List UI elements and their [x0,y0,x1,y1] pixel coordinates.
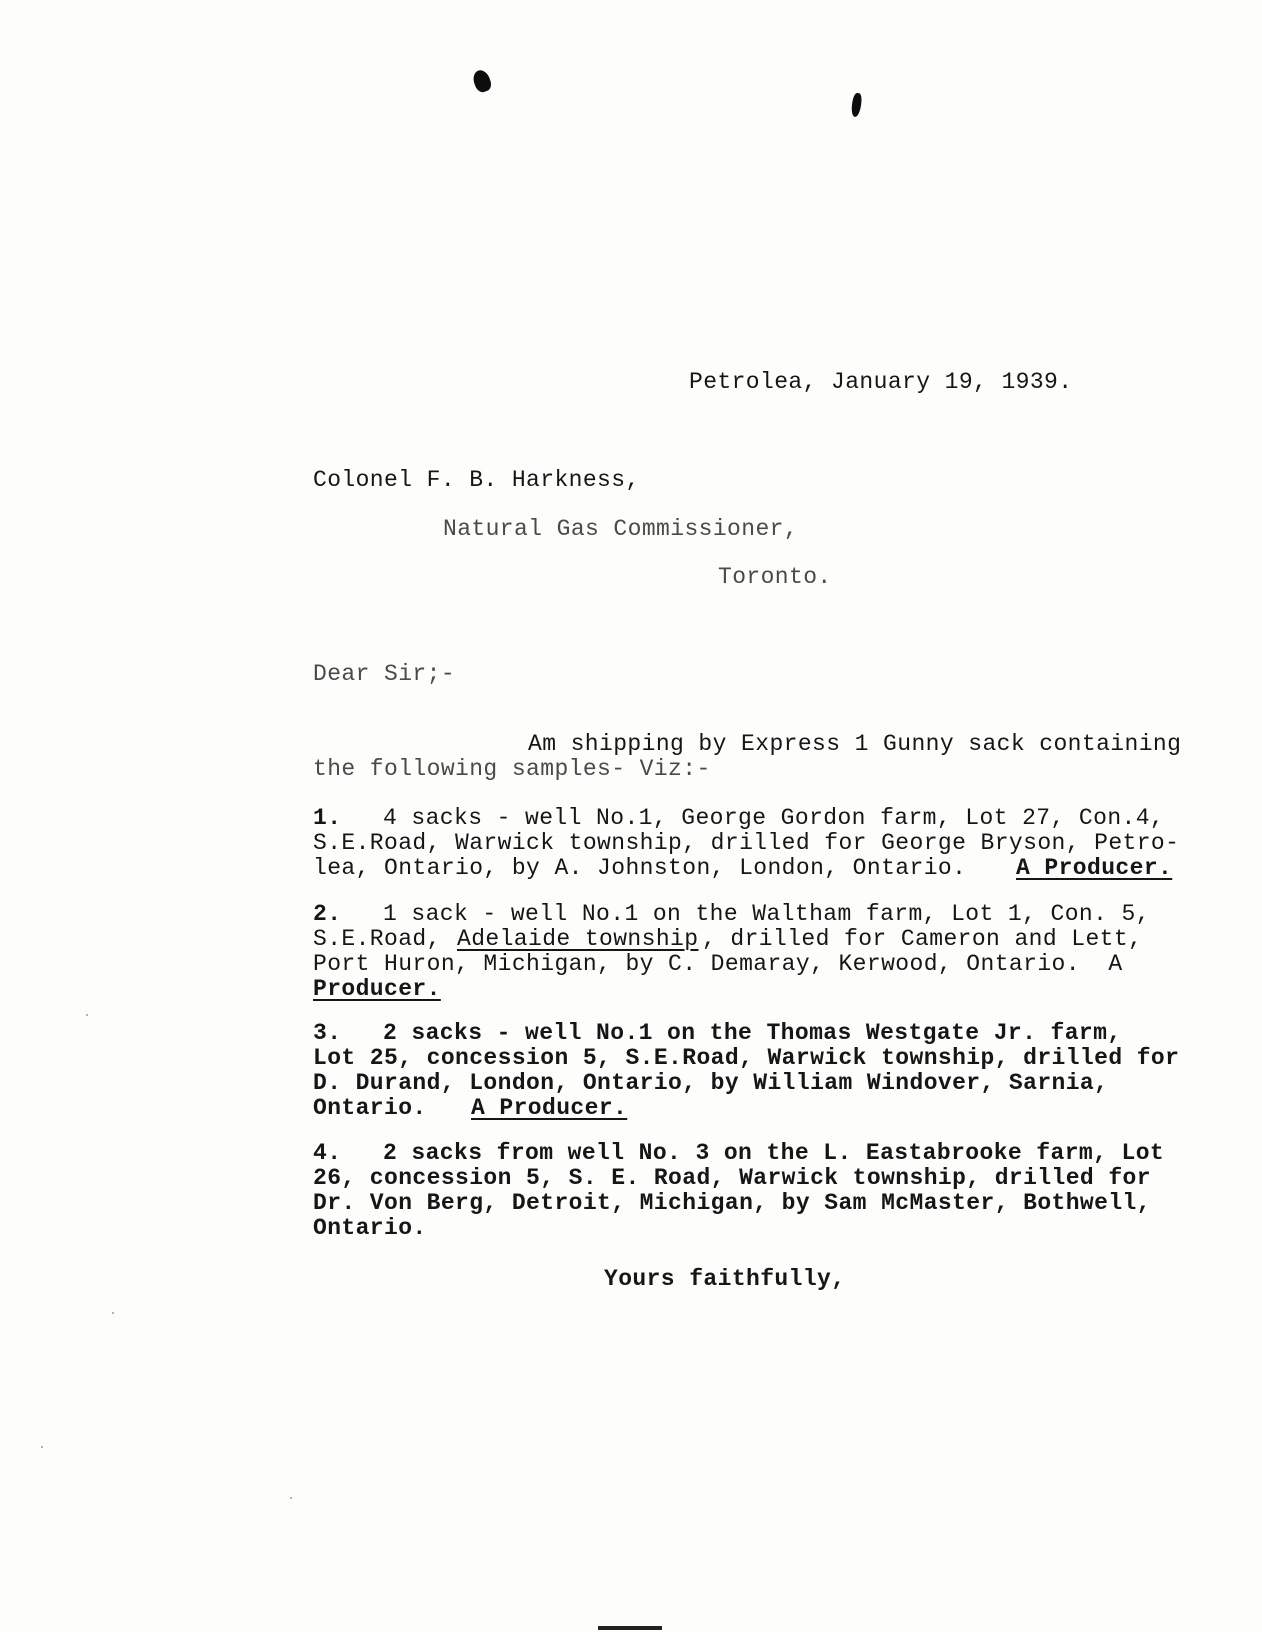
item-4-line-2: 26, concession 5, S. E. Road, Warwick township, drilled for [313,1165,1151,1191]
item-4-line-1: 2 sacks from well No. 3 on the L. Eastabrooke farm, Lot [383,1140,1165,1166]
item-2-number: 2. [313,901,342,927]
ink-blot-right [850,92,862,117]
item-2-township: Adelaide township [457,926,699,952]
item-2-line-2a: S.E.Road, [313,926,456,952]
recipient-city: Toronto. [718,564,832,590]
item-2-line-2c: , drilled for Cameron and Lett, [702,926,1143,952]
item-4-line-3: Dr. Von Berg, Detroit, Michigan, by Sam McMaster, Bothwell, [313,1190,1151,1216]
salutation: Dear Sir;- [313,661,456,687]
intro-line-1: Am shipping by Express 1 Gunny sack containing [528,731,1182,757]
item-1-line-1: 4 sacks - well No.1, George Gordon farm, Lot 27, Con.4, [383,805,1165,831]
item-2-line-1: 1 sack - well No.1 on the Waltham farm, Lot 1, Con. 5, [383,901,1150,927]
recipient-name: Colonel F. B. Harkness, [313,467,640,493]
item-3-number: 3. [313,1020,342,1046]
page-edge-mark [598,1626,662,1630]
item-1-producer: A Producer. [1016,855,1173,881]
item-1-line-3: lea, Ontario, by A. Johnston, London, Ontario. [313,855,967,881]
item-3-line-2: Lot 25, concession 5, S.E.Road, Warwick township, drilled for [313,1045,1180,1071]
paper-speck [86,1014,88,1016]
item-4-line-4: Ontario. [313,1215,427,1241]
paper-speck [112,1312,114,1314]
item-2-producer: Producer. [313,976,441,1002]
item-3-line-4: Ontario. [313,1095,427,1121]
item-1-line-2: S.E.Road, Warwick township, drilled for George Bryson, Petro- [313,830,1180,856]
ink-blot-left [471,68,494,94]
item-2-line-3: Port Huron, Michigan, by C. Demaray, Kerwood, Ontario. A [313,951,1123,977]
intro-line-2: the following samples- Viz:- [313,756,711,782]
recipient-title: Natural Gas Commissioner, [443,516,799,542]
item-1-number: 1. [313,805,342,831]
item-3-producer: A Producer. [471,1095,628,1121]
paper-speck [290,1497,292,1499]
item-4-number: 4. [313,1140,342,1166]
closing: Yours faithfully, [604,1266,846,1292]
paper-speck [41,1446,43,1448]
dateline: Petrolea, January 19, 1939. [689,369,1073,395]
item-3-line-3: D. Durand, London, Ontario, by William Windover, Sarnia, [313,1070,1109,1096]
item-3-line-1: 2 sacks - well No.1 on the Thomas Westgate Jr. farm, [383,1020,1122,1046]
